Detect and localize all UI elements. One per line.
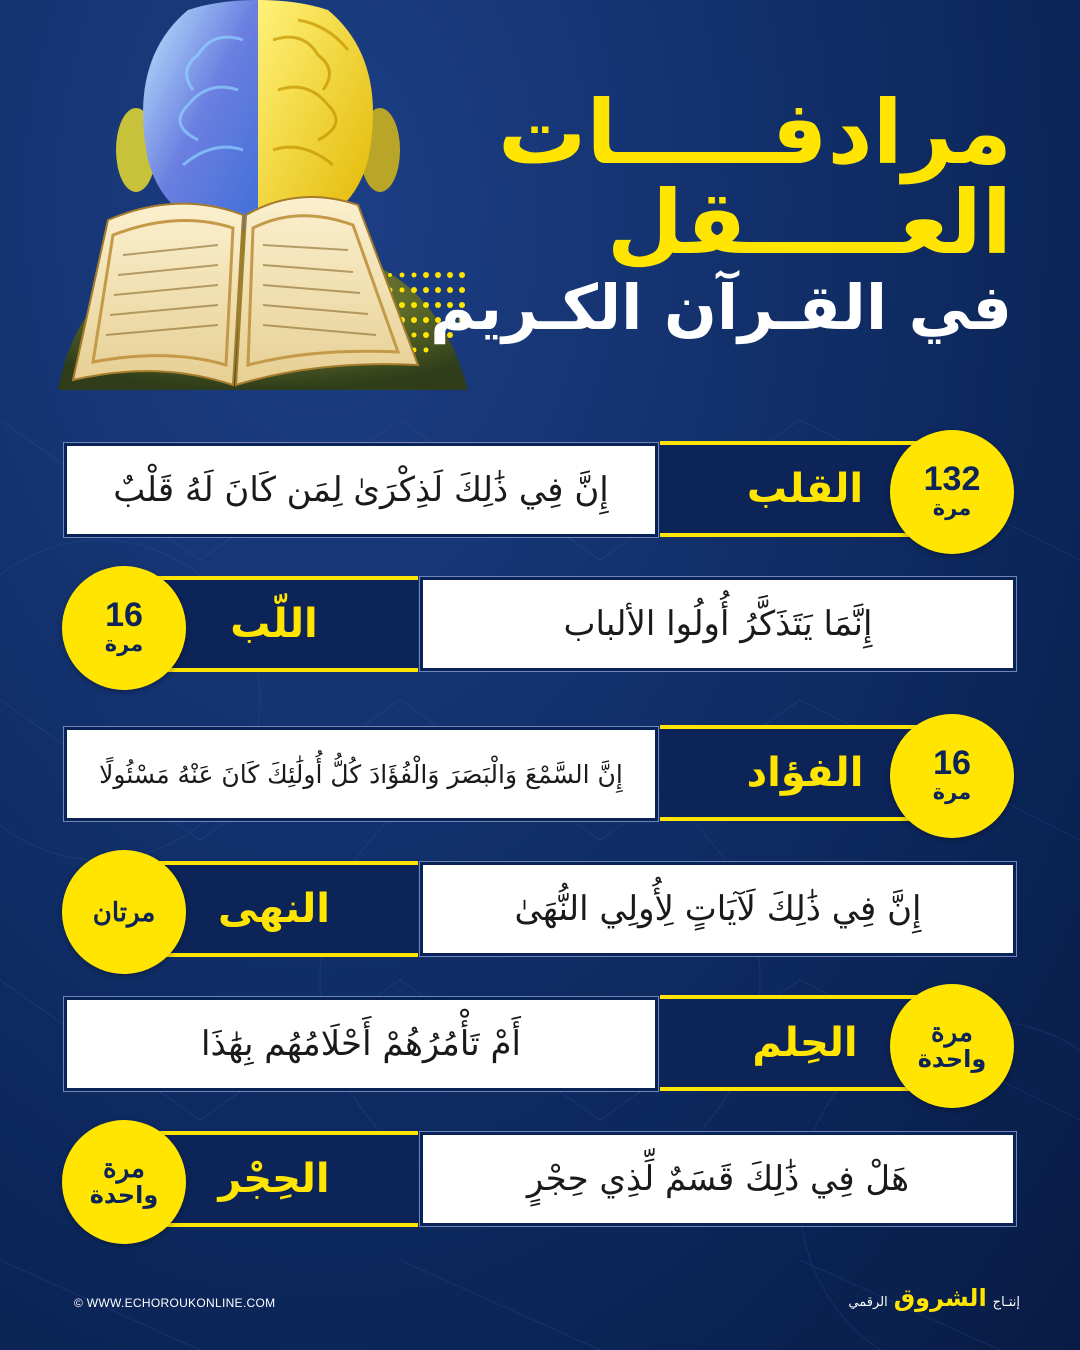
- word-label: النهى: [218, 886, 330, 932]
- verse-box-3: [64, 727, 658, 821]
- count-unit: واحدة: [917, 1044, 987, 1073]
- production-label: إنتـاج: [992, 1295, 1020, 1310]
- count-badge-3: [890, 714, 1014, 838]
- count-number: مرة: [103, 1152, 145, 1183]
- title-line-1: مرادفـــــات: [497, 81, 1012, 184]
- word-label: الحِجْر: [218, 1156, 330, 1202]
- word-label: الحِلم: [752, 1020, 858, 1066]
- word-label: اللّب: [230, 601, 318, 647]
- website-url: © WWW.ECHOROUKONLINE.COM: [74, 1296, 276, 1310]
- verse-box-4: [420, 862, 1016, 956]
- verse-box-1: [64, 443, 658, 537]
- count-unit: مرة: [932, 780, 972, 805]
- count-number: مرة: [931, 1016, 973, 1047]
- verse-text: هَلْ فِي ذَٰلِكَ قَسَمٌ لِّذِي حِجْرٍ: [526, 1159, 910, 1199]
- production-credit: [848, 1284, 1020, 1312]
- verse-text: إِنَّ فِي ذَٰلِكَ لَآيَاتٍ لِأُولِي النُّهَىٰ: [514, 889, 922, 929]
- count-number: 16: [933, 744, 971, 783]
- count-badge-5: [890, 984, 1014, 1108]
- verse-box-6: [420, 1132, 1016, 1226]
- count-badge-4: [62, 850, 186, 974]
- word-label: القلب: [746, 466, 864, 512]
- title-line-3: في القـرآن الكـريم: [430, 270, 1012, 344]
- word-label: الفؤاد: [746, 750, 864, 796]
- title-line-2: العـــــقل: [606, 170, 1012, 274]
- count-badge-6: [62, 1120, 186, 1244]
- verse-text: إِنَّ السَّمْعَ وَالْبَصَرَ وَالْفُؤَادَ كُلُّ أُولَٰئِكَ كَانَ عَنْهُ مَسْئُولًا: [99, 759, 623, 789]
- count-badge-2: [62, 566, 186, 690]
- verse-text: أَمْ تَأْمُرُهُمْ أَحْلَامُهُم بِهَٰذَا: [201, 1024, 521, 1064]
- verse-box-2: [420, 577, 1016, 671]
- verse-box-5: [64, 997, 658, 1091]
- count-number: 16: [105, 596, 143, 635]
- count-unit: واحدة: [89, 1180, 159, 1209]
- count-badge-1: [890, 430, 1014, 554]
- brand-logo-text: الشروق: [893, 1284, 987, 1312]
- count-number: مرتان: [92, 897, 156, 927]
- verse-text: إِنَّ فِي ذَٰلِكَ لَذِكْرَىٰ لِمَن كَانَ لَهُ قَلْبٌ: [113, 470, 609, 510]
- count-unit: مرة: [104, 632, 144, 657]
- count-number: 132: [923, 460, 981, 499]
- count-unit: مرة: [932, 496, 972, 521]
- verse-text: إِنَّمَا يَتَذَكَّرُ أُولُوا الألباب: [563, 604, 873, 644]
- digital-label: الرقمي: [848, 1295, 888, 1310]
